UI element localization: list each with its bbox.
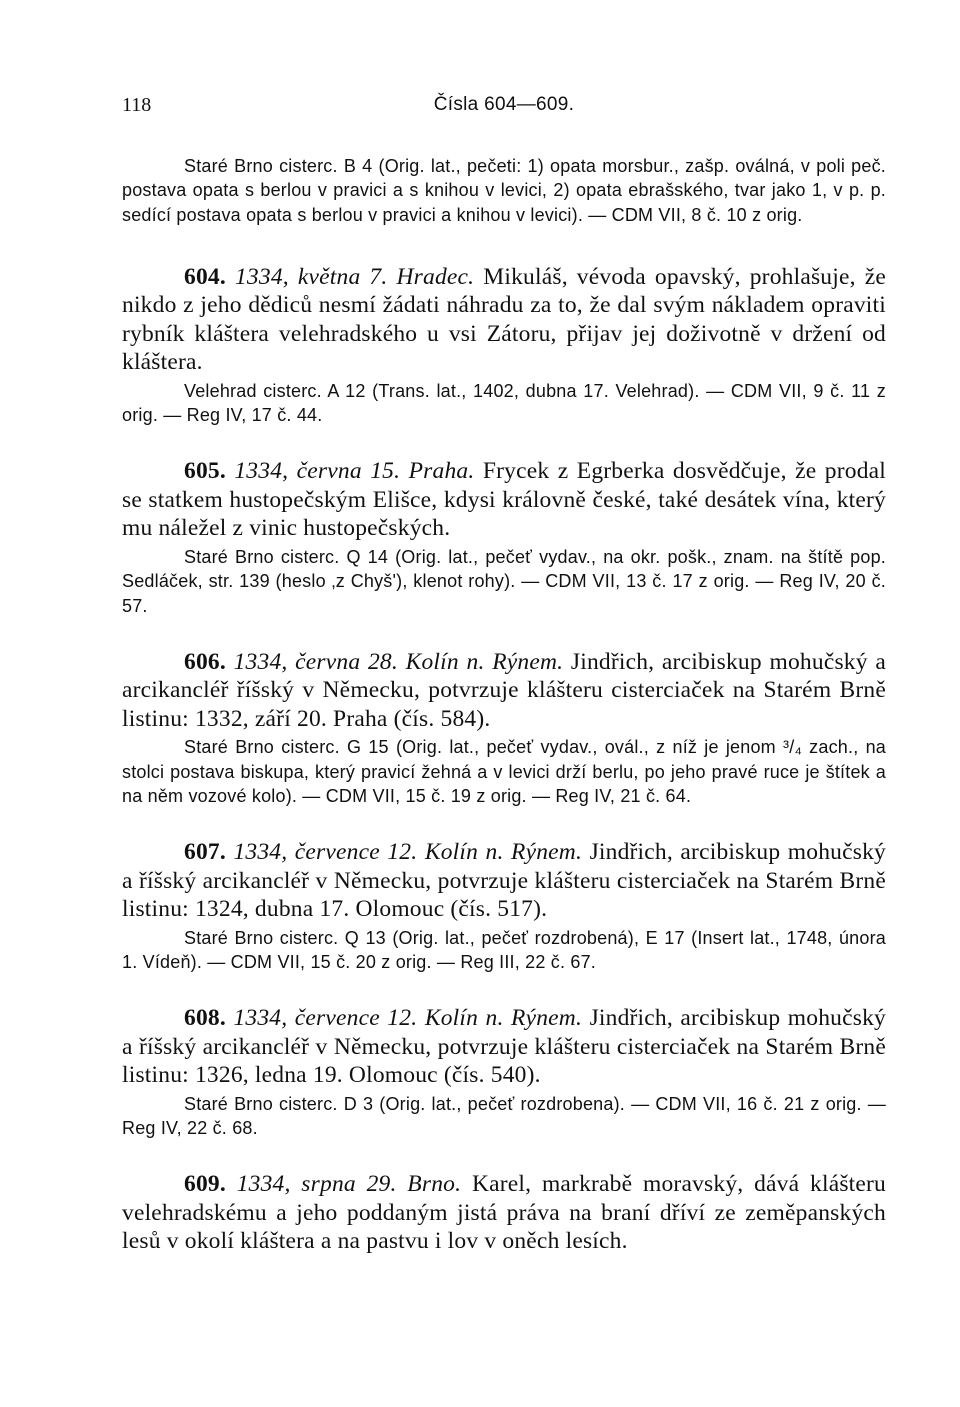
- entry-number: 606.: [184, 648, 226, 675]
- entry-date: 1334, srpna 29. Brno.: [236, 1171, 462, 1198]
- entry-date: 1334, července 12. Kolín n. Rýnem.: [233, 1005, 583, 1032]
- entry-606: [122, 648, 886, 808]
- entry-609: [122, 1170, 886, 1256]
- entry-number: 605.: [184, 458, 226, 485]
- entry-source-note: Staré Brno cisterc. G 15 (Orig. lat., pečeť vydav., ovál., z níž je jenom ³/₄ zach., na stolci postava biskupa, který pravicí žehná a v levici drží berlu, po jeho pravé ruce je štítek a na něm vozové kolo). — CDM VII, 15 č. 19 z orig. — Reg IV, 21 č. 64.: [122, 737, 886, 806]
- entry-summary: Jindřich, arcibiskup mohučský a říšský arcikancléř v Německu, potvrzuje klášteru cisterciaček na Starém Brně listinu: 1324, dubna 17. Olomouc (čís. 517).: [122, 839, 887, 923]
- entry-source-note: Staré Brno cisterc. Q 13 (Orig. lat., pečeť rozdrobená), E 17 (Insert lat., 1748, února 1. Vídeň). — CDM VII, 15 č. 20 z orig. — Reg III, 22 č. 67.: [122, 927, 886, 973]
- entry-source-note: Staré Brno cisterc. Q 14 (Orig. lat., pečeť vydav., na okr. pošk., znam. na štítě pop. Sedláček, str. 139 (heslo ‚z Chyš'), klenot rohy). — CDM VII, 13 č. 17 z orig. — Reg IV, 20 č. 57.: [122, 546, 886, 616]
- entry-date: 1334, června 28. Kolín n. Rýnem.: [233, 648, 564, 675]
- entry-summary: Jindřich, arcibiskup mohučský a arcikancléř říšský v Německu, potvrzuje klášteru cisterciaček na Starém Brně listinu: 1332, září 20. Praha (čís. 584).: [122, 648, 886, 732]
- entry-summary: Karel, markrabě moravský, dává klášteru velehradskému a jeho poddaným jistá práva na braní dříví ze zeměpanských lesů v okolí kláštera a na pastvu i lov v oněch lesích.: [122, 1171, 887, 1255]
- intro-source-note: Staré Brno cisterc. B 4 (Orig. lat., pečeti: 1) opata morsbur., zašp. oválná, v poli peč. postava opata s berlou v pravici a s knihou v levici, 2) opata ebrašského, tvar jako 1, v p. p. sedící postava opata s berlou v pravici a knihou v levici). — CDM VII, 8 č. 10 z orig.: [122, 156, 886, 225]
- entry-text: [122, 1170, 886, 1256]
- entry-number: 604.: [184, 263, 226, 290]
- entry-source-note: Staré Brno cisterc. D 3 (Orig. lat., pečeť rozdrobena). — CDM VII, 16 č. 21 z orig. — Reg IV, 22 č. 68.: [122, 1093, 886, 1139]
- entry-text: [122, 1004, 886, 1090]
- page-number: 118: [122, 94, 152, 116]
- entry-number: 607.: [184, 839, 226, 866]
- page-header: [122, 94, 886, 124]
- entry-608: [122, 1004, 886, 1140]
- entry-summary: Frycek z Egrberka dosvědčuje, že prodal se statkem hustopečským Elišce, kdysi královně české, také desátek vína, který mu náležel z vinic hustopečských.: [122, 458, 887, 542]
- page-body: [122, 154, 886, 1256]
- entry-date: 1334, července 12. Kolín n. Rýnem.: [233, 839, 583, 866]
- entry-607: [122, 838, 886, 974]
- entry-text: [122, 457, 886, 543]
- entry-summary: Jindřich, arcibiskup mohučský a říšský arcikancléř v Německu, potvrzuje klášteru cisterciaček na Starém Brně listinu: 1326, ledna 19. Olomouc (čís. 540).: [122, 1005, 887, 1089]
- entry-text: [122, 838, 886, 924]
- entry-summary: Mikuláš, vévoda opavský, prohlašuje, že nikdo z jeho dědiců nesmí žádati náhradu za to, že dal svým nákladem opraviti rybník kláštera velehradského u vsi Zátoru, přijav jej doživotně v držení od kláštera.: [122, 263, 886, 376]
- entry-604: [122, 263, 886, 428]
- entry-source-note: Velehrad cisterc. A 12 (Trans. lat., 1402, dubna 17. Velehrad). — CDM VII, 9 č. 11 z orig. — Reg IV, 17 č. 44.: [122, 380, 886, 426]
- running-title: Čísla 604—609.: [433, 94, 575, 115]
- entry-date: 1334, května 7. Hradec.: [234, 263, 475, 290]
- entry-605: [122, 457, 886, 617]
- entry-number: 608.: [184, 1005, 226, 1032]
- entry-date: 1334, června 15. Praha.: [234, 458, 475, 485]
- entry-text: [122, 648, 886, 734]
- entry-number: 609.: [184, 1171, 226, 1198]
- entry-text: [122, 263, 886, 377]
